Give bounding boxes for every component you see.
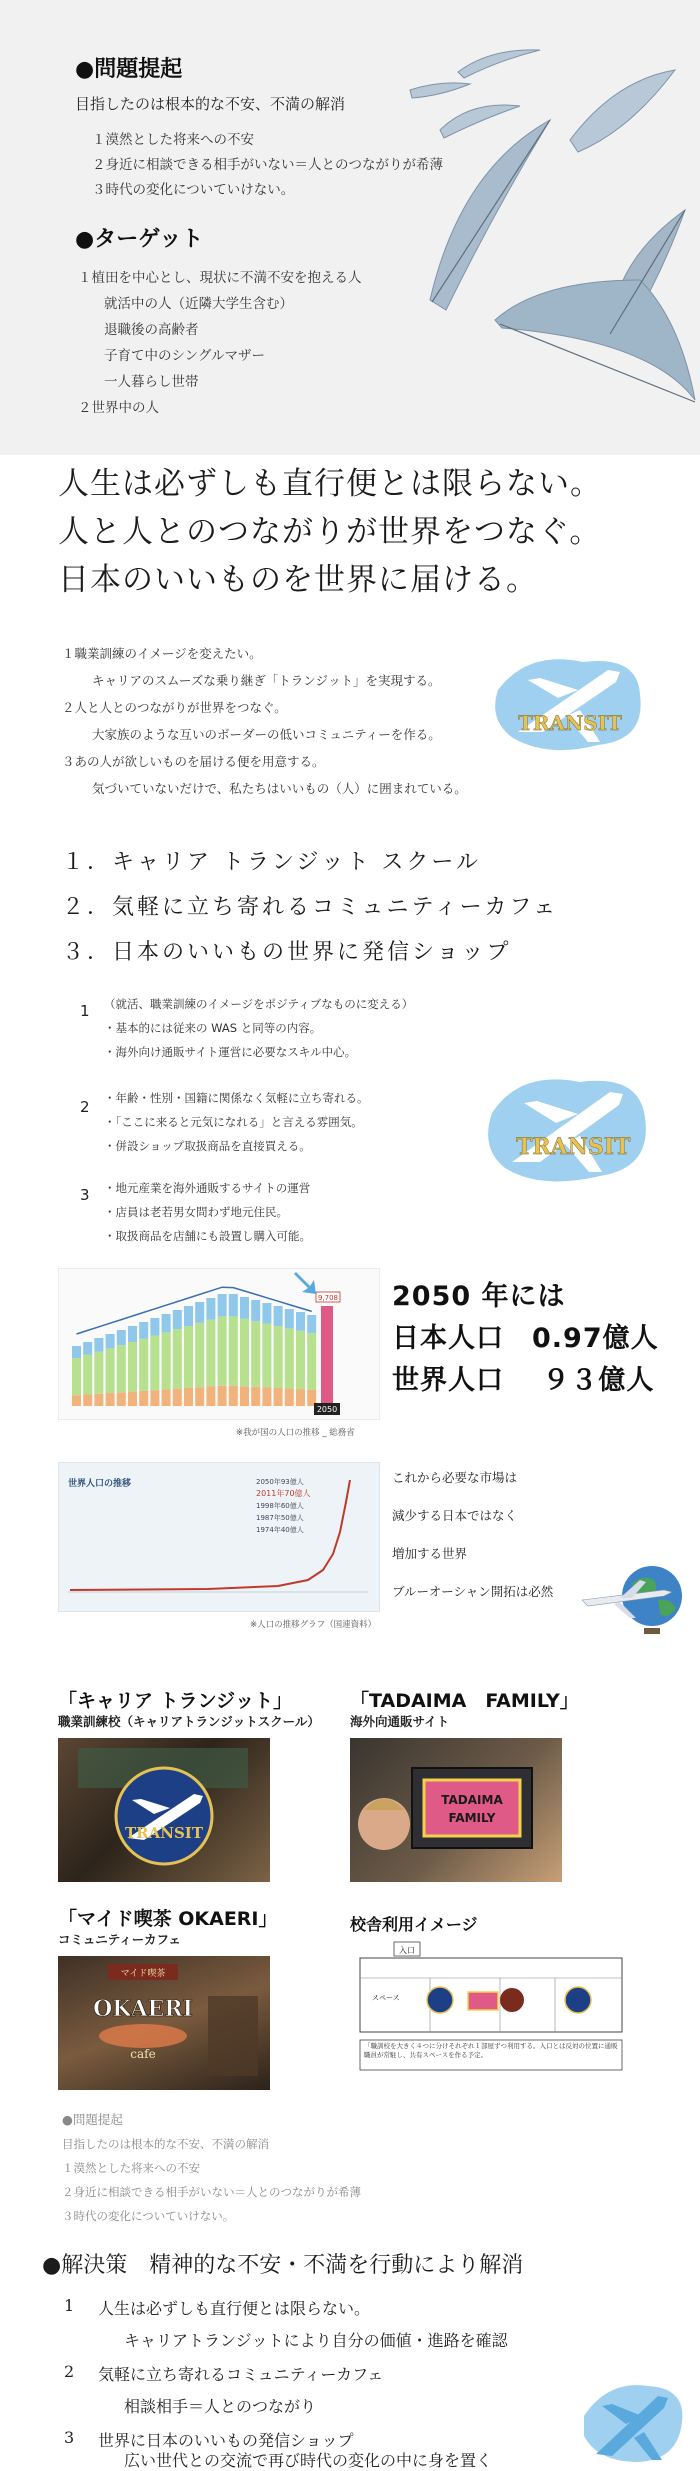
target-item: １植田を中心とし、現状に不満不安を抱える人: [78, 270, 362, 286]
jp-chart-caption: ※我が国の人口の推移 _ 総務省: [236, 1428, 355, 1438]
problem-lead: 目指したのは根本的な不安、不満の解消: [75, 95, 346, 113]
recap-item: ２身近に相談できる相手がいない＝人とのつながりが希薄: [62, 2185, 361, 2199]
cafe-logo-text: OKAERI: [93, 1996, 193, 2022]
target-item: 一人暮らし世帯: [104, 374, 199, 390]
service-title: 校舎利用イメージ: [350, 1915, 478, 1934]
shop-logo-text: TADAIMA: [441, 1793, 503, 1807]
solution-sub: 広い世代との交流で再び時代の変化の中に身を置く: [124, 2451, 493, 2470]
feather-icon: [440, 105, 520, 138]
school-photo: [58, 1738, 270, 1882]
service-title: 「マイド喫茶 OKAERI」: [58, 1908, 278, 1930]
solution-sub: キャリアトランジットにより自分の価値・進路を確認: [124, 2331, 508, 2350]
population-bar-segment: [128, 1392, 137, 1406]
population-bar-segment: [251, 1321, 260, 1387]
population-bar-segment: [262, 1387, 271, 1406]
population-bar-segment: [285, 1389, 294, 1406]
recap-heading: ●問題提起: [62, 2112, 123, 2127]
solution-num: 1: [64, 2296, 75, 2315]
globe-airplane-icon: [580, 1560, 690, 1640]
headline-line: 2050 年には: [392, 1281, 566, 1312]
floor-plan: [350, 1938, 632, 2082]
target-item: ２世界中の人: [78, 400, 159, 416]
solution-title: 世界に日本のいいもの発信ショップ: [98, 2431, 354, 2450]
population-bar-segment: [262, 1303, 271, 1324]
population-bar-segment: [229, 1386, 238, 1406]
population-bar-segment: [94, 1394, 103, 1406]
population-bar-segment: [296, 1389, 305, 1406]
recap-lead: 目指したのは根本的な不安、不満の解消: [62, 2137, 269, 2151]
population-bar-segment: [150, 1318, 159, 1336]
population-bar-segment: [184, 1388, 193, 1406]
service-sub: 職業訓練校（キャリアトランジットスクール）: [58, 1714, 320, 1729]
service-title: 「TADAIMA FAMILY」: [350, 1690, 579, 1712]
target-item: 就活中の人（近隣大学生含む）: [104, 296, 293, 312]
population-bar-segment: [274, 1326, 283, 1388]
cafe-logo-bottom: cafe: [130, 2047, 156, 2061]
population-bar-segment: [296, 1312, 305, 1331]
population-bar-segment: [117, 1345, 126, 1392]
shop-photo: [350, 1738, 562, 1882]
population-bar-segment: [184, 1326, 193, 1388]
population-bar-segment: [307, 1315, 316, 1333]
population-bar-segment: [262, 1324, 271, 1388]
transit-logo-text: TRANSIT: [518, 711, 622, 735]
population-bar-segment: [296, 1331, 305, 1389]
population-bar-segment: [83, 1355, 92, 1395]
solution-sub: 相談相手＝人とのつながり: [124, 2397, 317, 2416]
shop-logo-text: FAMILY: [448, 1811, 496, 1825]
transit-mini-logo: [565, 1987, 591, 2013]
population-bar-segment: [218, 1294, 227, 1316]
problem-item: ３時代の変化についていけない。: [92, 182, 295, 198]
service-sub: コミュニティーカフェ: [58, 1932, 181, 1947]
solution-title: 人生は必ずしも直行便とは限らない。: [98, 2299, 371, 2318]
population-bar-segment: [72, 1395, 81, 1406]
population-bar-segment: [206, 1320, 215, 1387]
pillar-line: １．キャリア トランジット スクール: [62, 850, 481, 875]
problem-heading: ●問題提起: [75, 57, 183, 82]
solution-heading: ●解決策 精神的な不安・不満を行動により解消: [42, 2253, 524, 2278]
highlight-value: 9,708: [317, 1294, 339, 1302]
solution-num: 2: [64, 2362, 75, 2381]
population-bar-segment: [94, 1338, 103, 1352]
detail-line: ・店員は老若男女問わず地元住民。: [104, 1205, 288, 1219]
world-annotation: 2050年93億人: [256, 1478, 304, 1486]
pillar-line: ３．日本のいいもの世界に発信ショップ: [62, 940, 512, 965]
detail-line: ・地元産業を海外通販するサイトの運営: [104, 1181, 311, 1195]
detail-line: ・海外向け通販サイト運営に必要なスキル中心。: [104, 1045, 357, 1059]
population-bar-segment: [218, 1386, 227, 1406]
market-line: ブルーオーシャン開拓は必然: [392, 1584, 554, 1599]
world-population-chart: [58, 1462, 380, 1612]
population-bar-segment: [83, 1394, 92, 1406]
okaeri-mini-logo: [500, 1988, 524, 2012]
concept-line: ２人と人とのつながりが世界をつなぐ。: [62, 700, 287, 715]
concept-line: キャリアのスムーズな乗り継ぎ「トランジット」を実現する。: [92, 673, 441, 688]
recap-item: ３時代の変化についていけない。: [62, 2209, 235, 2223]
population-bar-segment: [173, 1389, 182, 1406]
population-bar-segment: [128, 1342, 137, 1392]
target-item: 子育て中のシングルマザー: [104, 348, 265, 364]
plan-entrance: 入口: [399, 1946, 415, 1955]
market-line: 増加する世界: [392, 1546, 468, 1561]
population-bar-segment: [162, 1314, 171, 1332]
population-bar-segment: [274, 1306, 283, 1326]
population-bar-segment: [117, 1392, 126, 1406]
highlight-bar: [321, 1306, 333, 1406]
population-bar-segment: [229, 1294, 238, 1316]
detail-line: ・取扱商品を店舗にも設置し購入可能。: [104, 1229, 311, 1243]
headline-line: 日本人口 0.97億人: [392, 1323, 659, 1354]
motto-line: 人生は必ずしも直行便とは限らない。: [58, 466, 602, 502]
transit-logo: [488, 650, 648, 760]
detail-line: ・「ここに来ると元気になれる」と言える雰囲気。: [104, 1115, 363, 1129]
solution-num: 3: [64, 2428, 75, 2447]
population-bar-segment: [72, 1358, 81, 1395]
solution-title: 気軽に立ち寄れるコミュニティーカフェ: [98, 2365, 384, 2384]
feather-icon: [495, 280, 695, 400]
feather-icon: [410, 83, 470, 98]
feather-icon: [458, 50, 540, 78]
population-bar-segment: [206, 1387, 215, 1406]
population-bar-segment: [240, 1319, 249, 1387]
population-bar-segment: [206, 1298, 215, 1320]
population-bar-segment: [229, 1316, 238, 1385]
world-annotation: 2011年70億人: [256, 1489, 311, 1498]
population-bar-segment: [139, 1322, 148, 1339]
population-bar-segment: [195, 1323, 204, 1387]
population-bar-segment: [173, 1329, 182, 1389]
population-bar-segment: [94, 1352, 103, 1394]
population-bar-segment: [83, 1342, 92, 1355]
population-bar-segment: [72, 1346, 81, 1358]
population-bar-segment: [251, 1300, 260, 1321]
population-bar-segment: [106, 1348, 115, 1393]
detail-num: 2: [80, 1098, 90, 1116]
transit-mini-logo: [427, 1987, 453, 2013]
concept-line: １職業訓練のイメージを変えたい。: [62, 646, 262, 661]
population-bar-segment: [139, 1339, 148, 1391]
population-bar-segment: [307, 1333, 316, 1389]
plan-room-label: スペース: [372, 1994, 400, 2002]
service-sub: 海外向通販サイト: [350, 1714, 450, 1729]
japan-population-chart: [58, 1268, 380, 1420]
population-bar-segment: [251, 1387, 260, 1406]
population-bar-segment: [128, 1326, 137, 1342]
world-annotation: 1987年50億人: [256, 1514, 304, 1522]
detail-line: ・年齢・性別・国籍に関係なく気軽に立ち寄れる。: [104, 1091, 369, 1105]
detail-num: 1: [80, 1002, 90, 1020]
tadaima-mini-logo: [468, 1992, 498, 2010]
population-bar-segment: [106, 1393, 115, 1406]
population-bar-segment: [195, 1387, 204, 1406]
feather-illustration: [400, 20, 700, 450]
population-bar-segment: [162, 1389, 171, 1406]
problem-item: １漠然とした将来への不安: [92, 132, 254, 148]
population-bar-segment: [285, 1309, 294, 1328]
headline-line: 世界人口 ９３億人: [392, 1365, 655, 1396]
market-line: 減少する日本ではなく: [392, 1508, 518, 1523]
detail-num: 3: [80, 1186, 90, 1204]
population-bar-segment: [184, 1306, 193, 1326]
population-bar-segment: [240, 1297, 249, 1319]
world-annotation: 1998年60億人: [256, 1502, 304, 1510]
concept-line: 大家族のような互いのボーダーの低いコミュニティーを作る。: [92, 727, 441, 742]
population-bar-segment: [117, 1330, 126, 1345]
detail-line: ・基本的には従来の WAS と同等の内容。: [104, 1021, 322, 1035]
population-bar-segment: [195, 1302, 204, 1323]
highlight-year: 2050: [316, 1405, 338, 1414]
pillar-line: ２．気軽に立ち寄れるコミュニティーカフェ: [62, 895, 559, 920]
world-chart-title: 世界人口の推移: [68, 1479, 132, 1489]
transit-logo-text: TRANSIT: [516, 1134, 631, 1160]
transit-logo-text: TRANSIT: [125, 1824, 203, 1842]
population-bar-segment: [139, 1391, 148, 1406]
population-bar-segment: [150, 1390, 159, 1406]
population-bar-segment: [162, 1332, 171, 1389]
population-bar-segment: [285, 1328, 294, 1388]
concept-line: 気づいていないだけで、私たちはいいもの（人）に囲まれている。: [92, 781, 467, 796]
recap-item: １漠然とした将来への不安: [62, 2161, 200, 2175]
target-heading: ●ターゲット: [75, 227, 204, 252]
market-line: これから必要な市場は: [392, 1470, 518, 1485]
population-bar-segment: [150, 1336, 159, 1391]
world-annotation: 1974年40億人: [256, 1526, 304, 1534]
concept-line: ３あの人が欲しいものを届ける便を用意する。: [62, 754, 325, 769]
population-bar-segment: [240, 1386, 249, 1406]
plan-note: 「職訓校を大きく４つに分けそれぞれ１部屋ずつ利用する。入口とは反対の位置に通販職員が常駐し、共有スペースを作る予定。: [364, 2042, 618, 2059]
problem-item: ２身近に相談できる相手がいない＝人とのつながりが希薄: [92, 157, 443, 173]
population-bar-segment: [173, 1310, 182, 1329]
transit-logo: [480, 1068, 655, 1193]
cafe-logo-top: マイド喫茶: [120, 1969, 166, 1979]
population-bar-segment: [106, 1334, 115, 1348]
population-bar-segment: [274, 1388, 283, 1406]
detail-line: （就活、職業訓練のイメージをポジティブなものに変える）: [104, 997, 414, 1011]
feather-icon: [570, 70, 675, 152]
world-chart-caption: ※人口の推移グラフ（国連資料）: [250, 1620, 377, 1630]
target-item: 退職後の高齢者: [104, 322, 199, 338]
motto-line: 人と人とのつながりが世界をつなぐ。: [58, 514, 602, 550]
motto-line: 日本のいいものを世界に届ける。: [58, 562, 538, 598]
cafe-photo: [58, 1956, 270, 2090]
airplane-icon: [578, 2376, 688, 2466]
detail-line: ・併設ショップ取扱商品を直接買える。: [104, 1139, 311, 1153]
population-bar-segment: [218, 1316, 227, 1385]
service-title: 「キャリア トランジット」: [58, 1690, 293, 1712]
